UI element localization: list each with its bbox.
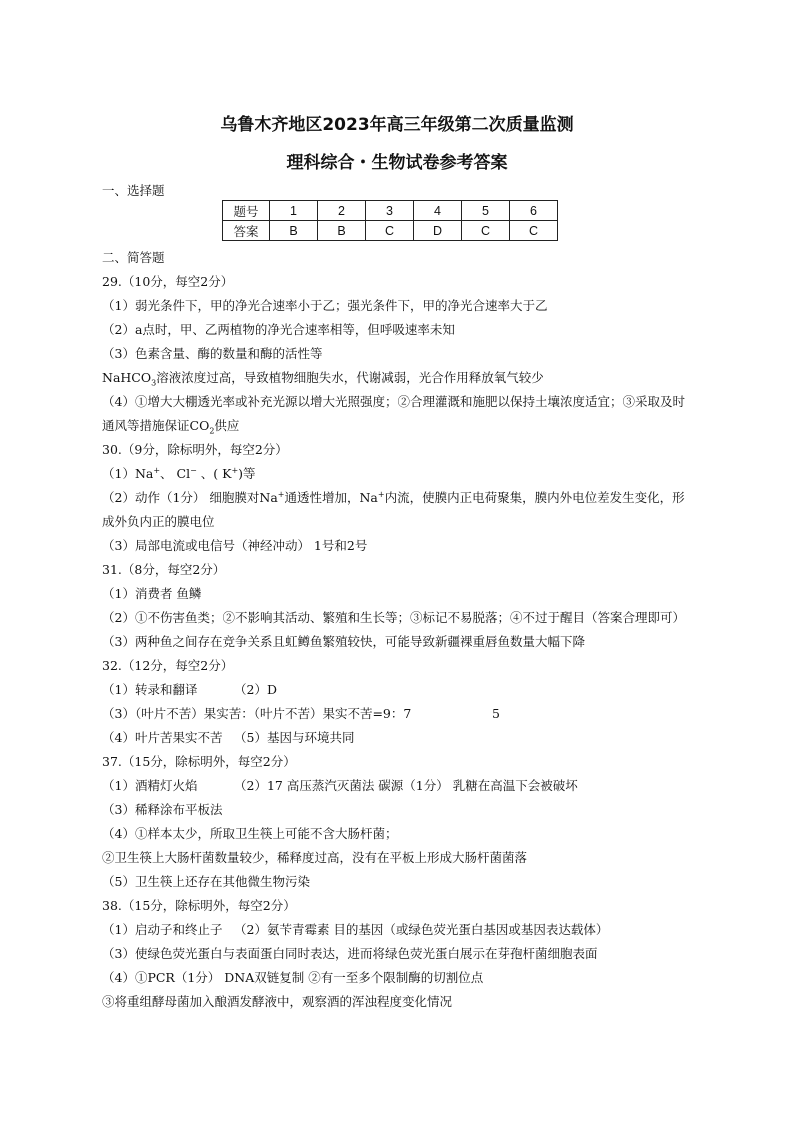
- q29-line: （4）①增大大棚透光率或补充光源以增大光照强度；②合理灌溉和施肥以保持土壤浓度适宜；③采取及时: [102, 394, 685, 409]
- q30-text: )等: [238, 466, 256, 481]
- q32-line: （3）（叶片不苦）果实苦：（叶片不苦）果实不苦=9：7: [102, 706, 412, 721]
- q29-text: 通风等措施保证CO: [102, 418, 210, 433]
- q29-line: （1）弱光条件下，甲的净光合速率小于乙；强光条件下，甲的净光合速率大于乙: [102, 298, 548, 313]
- q31-heading: 31.（8分，每空2分）: [102, 562, 226, 577]
- table-cell: 1: [270, 201, 318, 221]
- table-cell: 2: [318, 201, 366, 221]
- q38-line: （2）氨苄青霉素 目的基因（或绿色荧光蛋白基因或基因表达载体）: [234, 922, 609, 937]
- section-choice-heading: 一、选择题: [102, 183, 165, 198]
- q37-line: ②卫生筷上大肠杆菌数量较少，稀释度过高，没有在平板上形成大肠杆菌菌落: [102, 850, 528, 865]
- q38-line: （1）启动子和终止子: [102, 922, 223, 937]
- table-cell: C: [510, 221, 558, 241]
- q30-text: （2）动作（1分） 细胞膜对Na: [102, 490, 278, 505]
- q30-text: 、 Cl: [160, 466, 191, 481]
- q30-superscript: +: [277, 489, 285, 499]
- q29-text: 供应: [214, 418, 240, 433]
- q32-line: 5: [492, 706, 500, 721]
- q29-subscript: 3: [151, 378, 157, 388]
- q29-subscript: 2: [209, 426, 215, 436]
- q38-line: （4）①PCR（1分） DNA双链复制 ②有一至多个限制酶的切割位点: [102, 970, 484, 985]
- q30-superscript: +: [377, 489, 385, 499]
- q30-superscript: +: [231, 465, 239, 475]
- q30-text: （1）Na: [102, 466, 154, 481]
- q31-line: （2）①不伤害鱼类；②不影响其活动、繁殖和生长等；③标记不易脱落；④不过于醒目（答案合理即可）: [102, 610, 685, 625]
- q30-line: [102, 466, 256, 482]
- q32-heading: 32.（12分，每空2分）: [102, 658, 234, 673]
- q30-text: 通透性增加，Na: [284, 490, 378, 505]
- answer-table: [222, 200, 558, 241]
- q30-text: 内流，使膜内正电荷聚集，膜内外电位差发生变化，形: [384, 490, 685, 505]
- q29-line: （3）色素含量、酶的数量和酶的活性等: [102, 346, 323, 361]
- section-short-answer-heading: 二、简答题: [102, 250, 165, 265]
- table-cell: 3: [366, 201, 414, 221]
- q30-line: [102, 490, 685, 506]
- table-row: [223, 201, 558, 221]
- q29-line: [102, 418, 239, 434]
- q37-line: （3）稀释涂布平板法: [102, 802, 223, 817]
- q37-line: （2）17 高压蒸汽灭菌法 碳源（1分） 乳糖在高温下会被破坏: [234, 778, 578, 793]
- table-cell: C: [366, 221, 414, 241]
- q31-line: （1）消费者 鱼鳞: [102, 586, 202, 601]
- q30-text: 、( K: [196, 466, 232, 481]
- table-row: [223, 221, 558, 241]
- q30-superscript: +: [153, 465, 161, 475]
- q29-heading: 29.（10分，每空2分）: [102, 274, 234, 289]
- q38-line: ③将重组酵母菌加入酿酒发酵液中，观察酒的浑浊程度变化情况: [102, 994, 453, 1009]
- table-header-cell: 题号: [223, 201, 270, 221]
- q32-line: （2）D: [234, 682, 277, 697]
- q37-heading: 37.（15分，除标明外，每空2分）: [102, 754, 296, 769]
- table-cell: 6: [510, 201, 558, 221]
- q29-line: （2）a点时，甲、乙两植物的净光合速率相等，但呼吸速率未知: [102, 322, 455, 337]
- q37-line: （4）①样本太少，所取卫生筷上可能不含大肠杆菌；: [102, 826, 398, 841]
- q32-line: （1）转录和翻译: [102, 682, 198, 697]
- table-cell: 4: [414, 201, 462, 221]
- page-subtitle: 理科综合・生物试卷参考答案: [286, 153, 508, 173]
- table-header-cell: 答案: [223, 221, 270, 241]
- q29-line: [102, 370, 544, 386]
- q32-line: （4）叶片苦果实不苦: [102, 730, 223, 745]
- table-cell: C: [462, 221, 510, 241]
- q30-line: 成外负内正的膜电位: [102, 514, 215, 529]
- q37-line: （1）酒精灯火焰: [102, 778, 198, 793]
- q38-line: （3）使绿色荧光蛋白与表面蛋白同时表达，进而将绿色荧光蛋白展示在芽孢杆菌细胞表面: [102, 946, 598, 961]
- q30-line: （3）局部电流或电信号（神经冲动） 1号和2号: [102, 538, 368, 553]
- table-cell: B: [318, 221, 366, 241]
- page-title: 乌鲁木齐地区2023年高三年级第二次质量监测: [220, 115, 574, 135]
- table-cell: 5: [462, 201, 510, 221]
- q29-text: NaHCO: [102, 370, 152, 385]
- q31-line: （3）两种鱼之间存在竞争关系且虹鳟鱼繁殖较快，可能导致新疆裸重唇鱼数量大幅下降: [102, 634, 585, 649]
- q30-heading: 30.（9分，除标明外，每空2分）: [102, 442, 288, 457]
- q29-text: 溶液浓度过高，导致植物细胞失水，代谢减弱，光合作用释放氧气较少: [156, 370, 544, 385]
- q32-line: （5）基因与环境共同: [234, 730, 355, 745]
- q37-line: （5）卫生筷上还存在其他微生物污染: [102, 874, 310, 889]
- table-cell: B: [270, 221, 318, 241]
- q30-superscript: −: [190, 465, 197, 475]
- q38-heading: 38.（15分，除标明外，每空2分）: [102, 898, 296, 913]
- table-cell: D: [414, 221, 462, 241]
